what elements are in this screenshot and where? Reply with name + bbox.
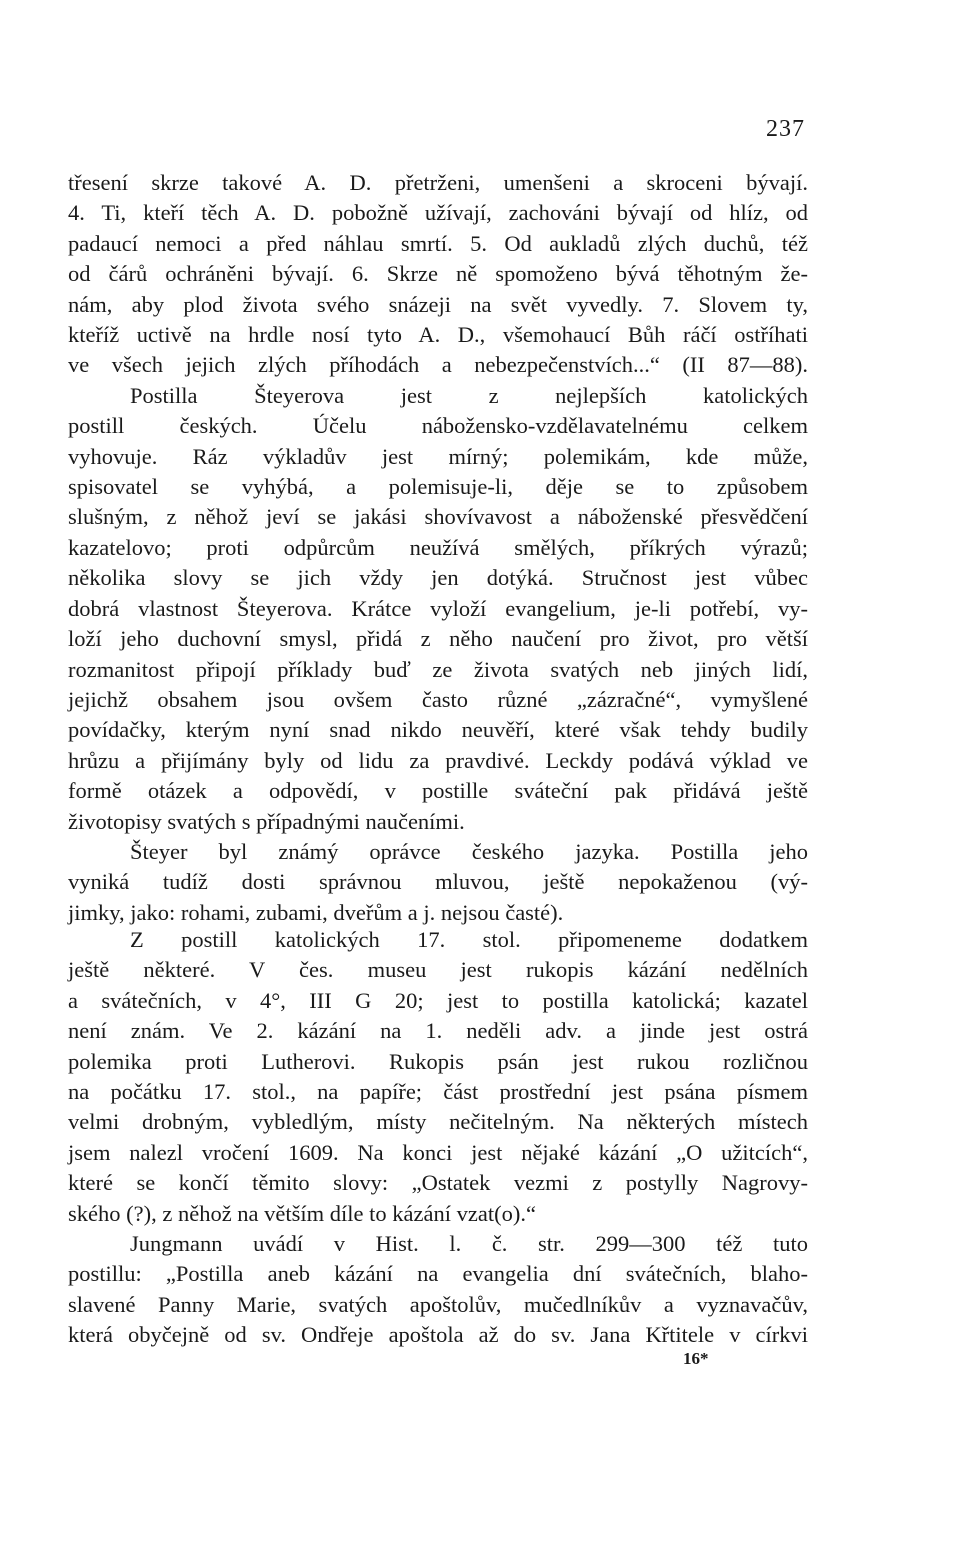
text-line: postillu: „Postilla aneb kázání na evangelia dní svátečních, blaho- bbox=[68, 1261, 808, 1287]
text-line: ského (?), z něhož na větším díle to kázání vzat(o).“ bbox=[68, 1200, 536, 1226]
text-line: vyhovuje. Ráz výkladův jest mírný; polemikám, kde může, bbox=[68, 443, 808, 469]
text-line: jimky, jako: rohami, zubami, dveřům a j. nejsou časté). bbox=[68, 899, 564, 925]
text-line: slavené Panny Marie, svatých apoštolův, mučedlníkův a vyznavačův, bbox=[68, 1291, 808, 1317]
text-line: povídačky, kterým nyní snad nikdo neuvěří, které však tehdy budily bbox=[68, 717, 808, 743]
text-line: na počátku 17. stol., na papíře; část prostřední jest psána písmem bbox=[68, 1079, 808, 1105]
text-line: slušným, z něhož jeví se jakási shovívavost a náboženské přesvědčení bbox=[68, 504, 808, 530]
text-line: nám, aby plod života svého snázeji na svět vyvedly. 7. Slovem ty, bbox=[68, 291, 808, 317]
text-line: která obyčejně od sv. Ondřeje apoštola až do sv. Jana Křtitele v církvi bbox=[68, 1322, 808, 1348]
text-line: třesení skrze takové A. D. přetrženi, umenšeni a skroceni bývají. bbox=[68, 170, 808, 195]
paragraph-block-1 bbox=[68, 168, 808, 928]
text-line: od čárů ochráněni bývají. 6. Skrze ně spomoženo bývá těhotným že- bbox=[68, 261, 808, 287]
text-line: 4. Ti, kteří těch A. D. pobožně užívají, zachováni bývají od hlíz, od bbox=[68, 200, 808, 226]
text-line: ještě některé. V čes. museu jest rukopis kázání nedělních bbox=[68, 957, 808, 983]
text-line: spisovatel se vyhýbá, a polemisuje-li, děje se to způsobem bbox=[68, 474, 808, 500]
text-line: které se končí těmito slovy: „Ostatek vezmi z postylly Nagrovy- bbox=[68, 1170, 808, 1196]
text-line: rozmanitost připojí příklady buď ze života svatých neb jiných lidí, bbox=[68, 656, 808, 682]
text-line: hrůzu a přijímány byly od lidu za pravdivé. Leckdy podává výklad ve bbox=[68, 747, 808, 773]
paragraph-block-2 bbox=[68, 925, 808, 1351]
text-line: ve všech jejich zlých příhodách a nebezpečenstvích...“ (II 87—88). bbox=[68, 352, 808, 378]
text-line: padaucí nemoci a před náhlau smrtí. 5. Od aukladů zlých duchů, též bbox=[68, 230, 808, 256]
text-line: Šteyer byl známý oprávce českého jazyka. Postilla jeho bbox=[130, 838, 808, 864]
text-line: kazatelovo; proti odpůrcům neužívá smělých, příkrých výrazů; bbox=[68, 534, 808, 560]
text-line: a svátečních, v 4°, III G 20; jest to postilla katolická; kazatel bbox=[68, 987, 808, 1013]
page-number: 237 bbox=[766, 116, 805, 142]
text-line: postill českých. Účelu nábožensko-vzdělavatelnému celkem bbox=[68, 413, 808, 439]
text-line: jejichž obsahem jsou ovšem často různé „zázračné“, vymyšlené bbox=[68, 686, 808, 712]
text-line: polemika proti Lutherovi. Rukopis psán jest rukou rozličnou bbox=[68, 1048, 808, 1074]
text-line: není znám. Ve 2. kázání na 1. neděli adv. a jinde jest ostrá bbox=[68, 1018, 808, 1044]
text-line: několika slovy se jich vždy jen dotýká. Stručnost jest vůbec bbox=[68, 565, 808, 591]
text-line: vyniká tudíž dosti správnou mluvou, ještě nepokaženou (vý- bbox=[68, 869, 808, 895]
text-line: formě otázek a odpovědí, v postille sváteční pak přidává ještě bbox=[68, 778, 808, 804]
text-line: dobrá vlastnost Šteyerova. Krátce vyloží evangelium, je-li potřebí, vy- bbox=[68, 595, 808, 621]
text-line: Jungmann uvádí v Hist. l. č. str. 299—300 též tuto bbox=[130, 1231, 808, 1257]
text-line: velmi drobným, vybledlým, místy nečitelným. Na některých místech bbox=[68, 1109, 808, 1135]
printer-signature: 16* bbox=[683, 1349, 709, 1368]
text-line: životopisy svatých s případnými naučeními. bbox=[68, 808, 465, 834]
text-line: Z postill katolických 17. stol. připomeneme dodatkem bbox=[130, 927, 808, 952]
text-line: loží jeho duchovní smysl, přidá z něho naučení pro život, pro větší bbox=[68, 626, 808, 652]
text-line: Postilla Šteyerova jest z nejlepších katolických bbox=[130, 382, 808, 408]
text-line: kteříž uctivě na hrdle nosí tyto A. D., všemohaucí Bůh ráčí ostříhati bbox=[68, 322, 808, 348]
text-line: jsem nalezl vročení 1609. Na konci jest nějaké kázání „O užitcích“, bbox=[68, 1139, 808, 1165]
